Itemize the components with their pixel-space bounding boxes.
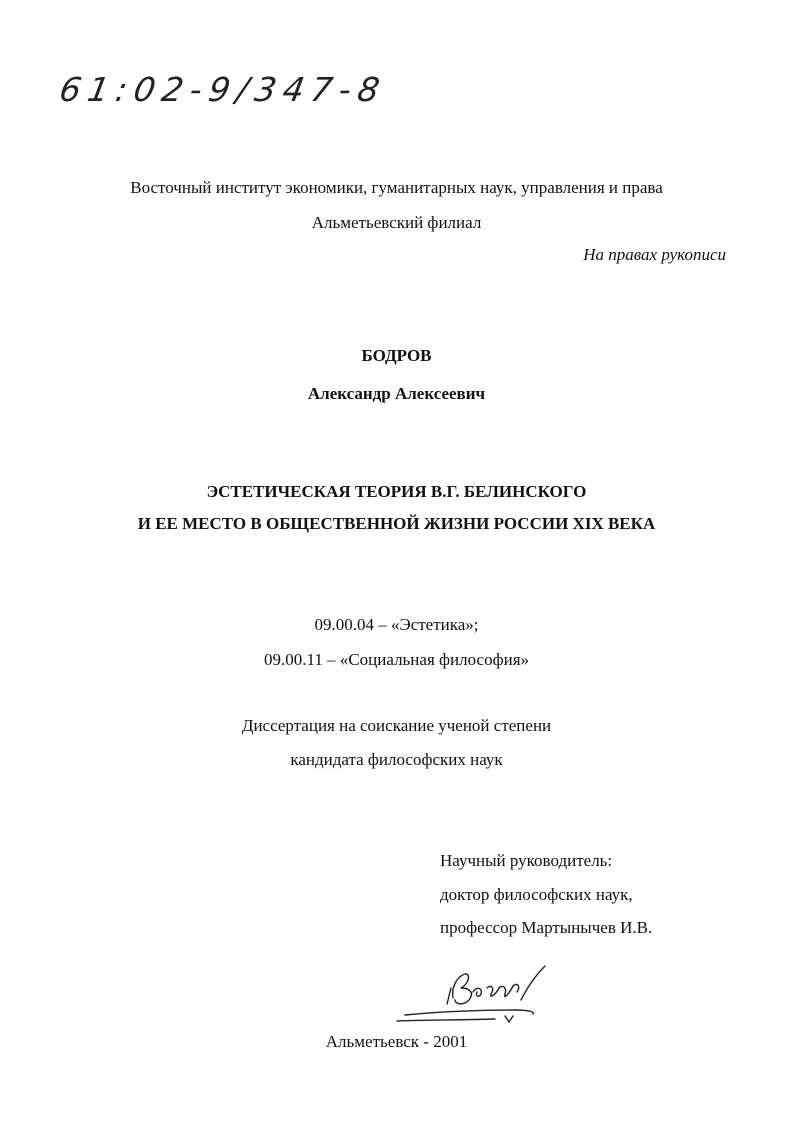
dissertation-title-line-1: ЭСТЕТИЧЕСКАЯ ТЕОРИЯ В.Г. БЕЛИНСКОГО [206,482,587,501]
handwritten-signature [395,958,565,1033]
institute-name: Восточный институт экономики, гуманитарных наук, управления и права [130,178,663,197]
dissertation-degree-line-2: кандидата философских наук [290,750,503,769]
specialty-code-2: 09.00.11 – «Социальная философия» [263,650,530,669]
branch-name: Альметьевский филиал [311,213,482,232]
advisor-degree: доктор философских наук, [440,885,633,904]
dissertation-degree-line-1: Диссертация на соискание ученой степени [241,716,552,735]
city-year: Альметьевск - 2001 [325,1032,468,1051]
specialty-code-1: 09.00.04 – «Эстетика»; [314,615,479,634]
author-surname: БОДРОВ [361,346,432,365]
manuscript-note: На правах рукописи [583,245,726,264]
advisor-name: профессор Мартынычев И.В. [440,918,653,937]
dissertation-title-line-2: И ЕЕ МЕСТО В ОБЩЕСТВЕННОЙ ЖИЗНИ РОССИИ XIX ВЕКА [137,514,656,533]
archive-code: 61:02-9/347-8 [56,70,390,109]
advisor-role: Научный руководитель: [440,851,613,870]
author-full-name: Александр Алексеевич [307,384,486,403]
